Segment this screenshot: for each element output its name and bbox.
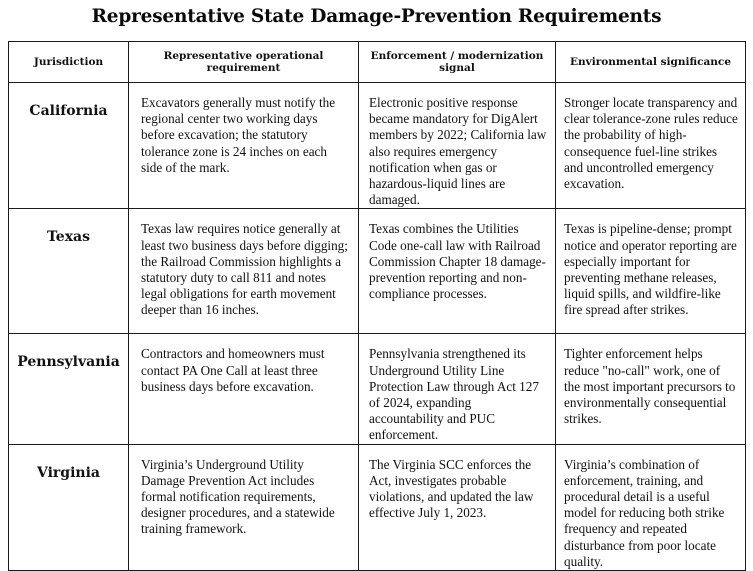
enforcement-signal-cell: Texas combines the Utilities Code one-call law with Railroad Commission Chapter 18 damage-prevention reporting and non-compliance processes. [359, 209, 556, 334]
table-row [9, 334, 746, 444]
column-header-operational-requirement: Representative operational requirement [129, 42, 359, 83]
environmental-significance-cell: Stronger locate transparency and clear tolerance-zone rules reduce the probability of high-consequence fuel-line strikes and uncontrolled emergency excavation. [556, 83, 746, 209]
enforcement-signal-cell: Pennsylvania strengthened its Underground Utility Line Protection Law through Act 127 of 2024, expanding accountability and PUC enforcement. [359, 334, 556, 444]
enforcement-signal-cell: Electronic positive response became mandatory for DigAlert members by 2022; California law also requires emergency notification when gas or hazardous-liquid lines are damaged. [359, 83, 556, 209]
column-header-jurisdiction: Jurisdiction [9, 42, 129, 83]
enforcement-signal-cell: The Virginia SCC enforces the Act, investigates probable violations, and updated the law effective July 1, 2023. [359, 444, 556, 570]
column-header-environmental-significance: Environmental significance [556, 42, 746, 83]
environmental-significance-cell: Virginia’s combination of enforcement, training, and procedural detail is a useful model for reducing both strike frequency and repeated disturbance from poor locate quality. [556, 444, 746, 570]
table-header-row [9, 42, 746, 83]
table-row [9, 444, 746, 570]
jurisdiction-cell: Virginia [9, 444, 129, 570]
operational-requirement-cell: Contractors and homeowners must contact PA One Call at least three business days before excavation. [129, 334, 359, 444]
environmental-significance-cell: Texas is pipeline-dense; prompt notice and operator reporting are especially important for preventing methane releases, liquid spills, and wildfire-like fire spread after strikes. [556, 209, 746, 334]
operational-requirement-cell: Texas law requires notice generally at least two business days before digging; the Railroad Commission highlights a statutory duty to call 811 and notes legal obligations for earth movement deeper than 16 inches. [129, 209, 359, 334]
operational-requirement-cell: Virginia’s Underground Utility Damage Prevention Act includes formal notification requirements, designer procedures, and a statewide training framework. [129, 444, 359, 570]
requirements-table [8, 41, 746, 571]
table-row [9, 209, 746, 334]
jurisdiction-cell: Texas [9, 209, 129, 334]
page-title: Representative State Damage-Prevention Requirements [91, 6, 662, 27]
jurisdiction-cell: California [9, 83, 129, 209]
jurisdiction-cell: Pennsylvania [9, 334, 129, 444]
environmental-significance-cell: Tighter enforcement helps reduce "no-call" work, one of the most important precursors to environmentally consequential strikes. [556, 334, 746, 444]
table-row [9, 83, 746, 209]
column-header-enforcement-signal: Enforcement / modernization signal [359, 42, 556, 83]
operational-requirement-cell: Excavators generally must notify the regional center two working days before excavation; the statutory tolerance zone is 24 inches on each side of the mark. [129, 83, 359, 209]
